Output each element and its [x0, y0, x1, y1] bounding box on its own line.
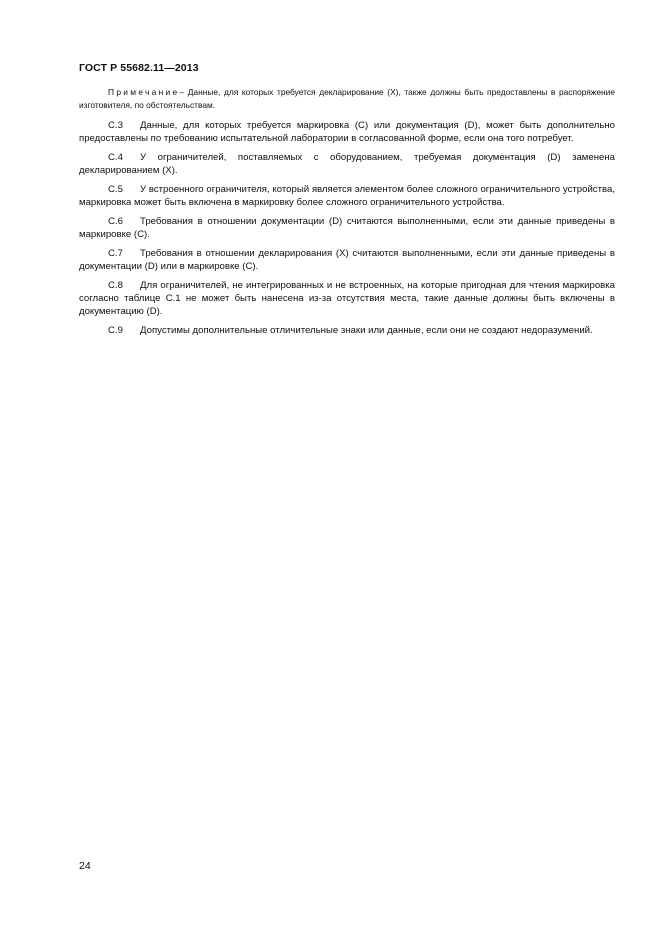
- paragraph-number: С.6: [108, 216, 123, 227]
- paragraph-text: Требования в отношении документации (D) считаются выполненными, если эти данные приведены в маркировке (С).: [79, 216, 615, 240]
- paragraph-number: С.3: [108, 120, 123, 131]
- paragraph-number: С.4: [108, 152, 123, 163]
- paragraph-c3: [79, 119, 615, 145]
- note-paragraph: [79, 86, 615, 111]
- paragraph-text: Допустимы дополнительные отличительные знаки или данные, если они не создают недоразумений.: [140, 325, 593, 336]
- paragraph-text: Для ограничителей, не интегрированных и не встроенных, на которые пригодная для чтения маркировка согласно таблице С.1 не может быть нанесена из-за отсутствия места, такие данные должны быть включены в документацию (D).: [79, 280, 615, 317]
- paragraph-c5: [79, 183, 615, 209]
- paragraph-text: Требования в отношении декларирования (Х) считаются выполненными, если эти данные приведены в документации (D) или в маркировке (С).: [79, 248, 615, 272]
- paragraph-c8: [79, 279, 615, 318]
- paragraph-text: У ограничителей, поставляемых с оборудованием, требуемая документация (D) заменена декларированием (Х).: [79, 152, 615, 176]
- paragraph-c7: [79, 247, 615, 273]
- page-number: 24: [79, 860, 91, 872]
- note-label: Примечание: [108, 87, 180, 97]
- paragraph-c9: [79, 324, 615, 337]
- note-text: – Данные, для которых требуется декларирование (Х), также должны быть предоставлены в распоряжение изготовителя, по обстоятельствам.: [79, 87, 615, 110]
- paragraph-number: С.5: [108, 184, 123, 195]
- paragraph-text: У встроенного ограничителя, который является элементом более сложного ограничительного устройства, маркировка может быть включена в маркировку более сложного ограничительного устройства.: [79, 184, 615, 208]
- document-body: [79, 86, 615, 343]
- paragraph-number: С.7: [108, 248, 123, 259]
- paragraph-number: С.9: [108, 325, 123, 336]
- standard-header: ГОСТ Р 55682.11—2013: [79, 62, 199, 74]
- paragraph-number: С.8: [108, 280, 123, 291]
- paragraph-c4: [79, 151, 615, 177]
- paragraph-text: Данные, для которых требуется маркировка (С) или документация (D), может быть дополнительно предоставлены по требованию испытательной лаборатории в согласованной форме, если она того потребует.: [79, 120, 615, 144]
- paragraph-c6: [79, 215, 615, 241]
